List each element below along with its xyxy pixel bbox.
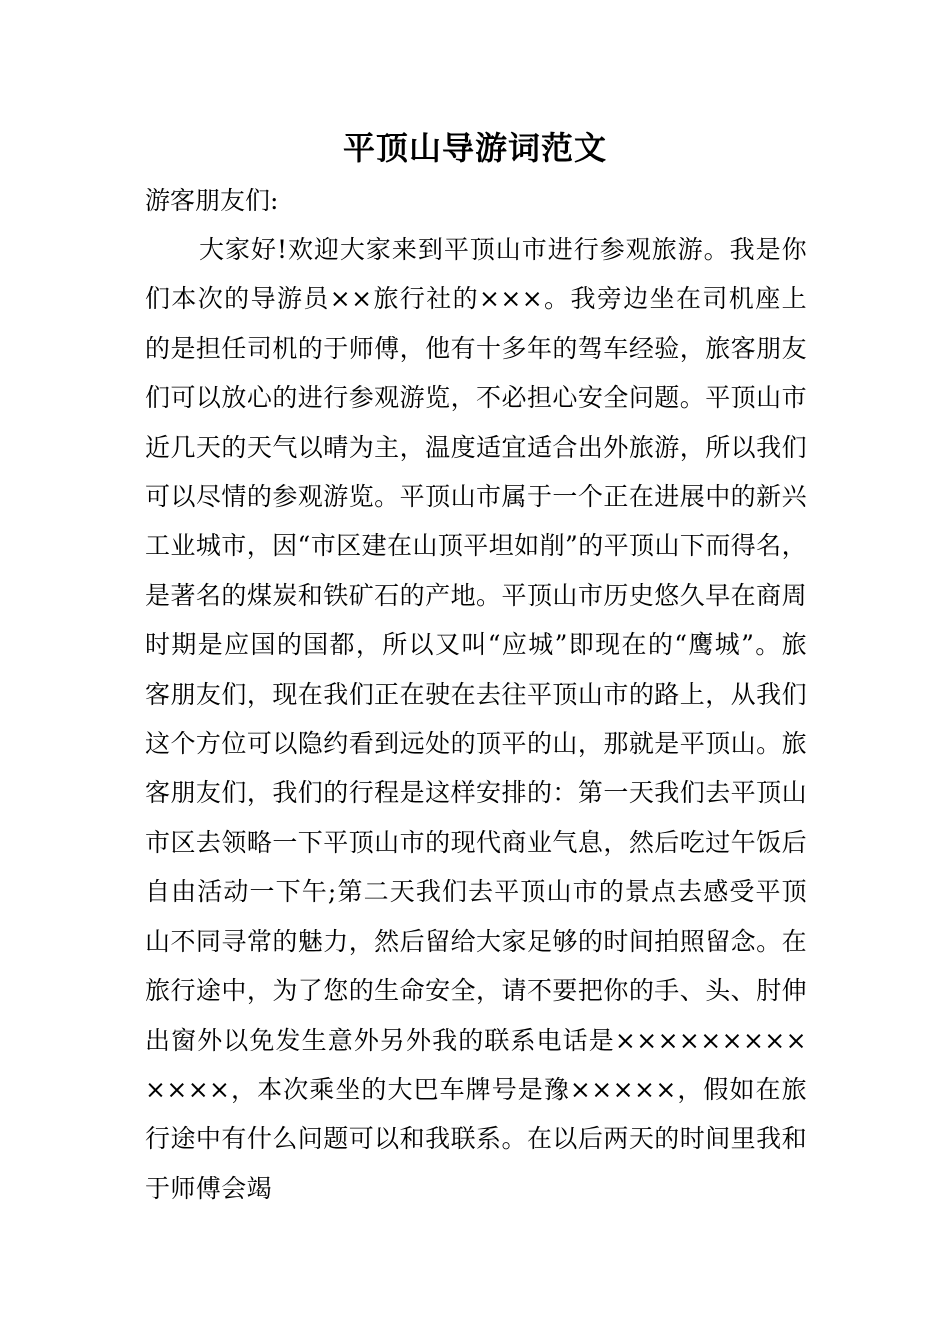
document-title: 平顶山导游词范文 bbox=[342, 129, 607, 167]
body-paragraph: 大家好!欢迎大家来到平顶山市进行参观旅游。我是你们本次的导游员××旅行社的×××。我旁边坐在司机座上的是担任司机的于师傅，他有十多年的驾车经验，旅客朋友们可以放心的进行参观游览，不必担心安全问题。平顶山市近几天的天气以晴为主，温度适宜适合出外旅游，所以我们可以尽情的参观游览。平顶山市属于一个正在进展中的新兴工业城市，因“市区建在山顶平坦如削”的平顶山下而得名，是著名的煤炭和铁矿石的产地。平顶山市历史悠久早在商周时期是应国的国都，所以又叫“应城”即现在的“鹰城”。旅客朋友们，现在我们正在驶在去往平顶山市的路上，从我们这个方位可以隐约看到远处的顶平的山，那就是平顶山。旅客朋友们，我们的行程是这样安排的：第一天我们去平顶山市区去领略一下平顶山市的现代商业气息，然后吃过午饭后自由活动一下午;第二天我们去平顶山市的景点去感受平顶山不同寻常的魅力，然后留给大家足够的时间拍照留念。在旅行途中，为了您的生命安全，请不要把你的手、头、肘伸出窗外以免发生意外另外我的联系电话是×××××××××××××，本次乘坐的大巴车牌号是豫×××××，假如在旅行途中有什么问题可以和我联系。在以后两天的时间里我和于师傅会竭 bbox=[145, 235, 807, 1203]
greeting-line: 游客朋友们: bbox=[145, 186, 279, 215]
